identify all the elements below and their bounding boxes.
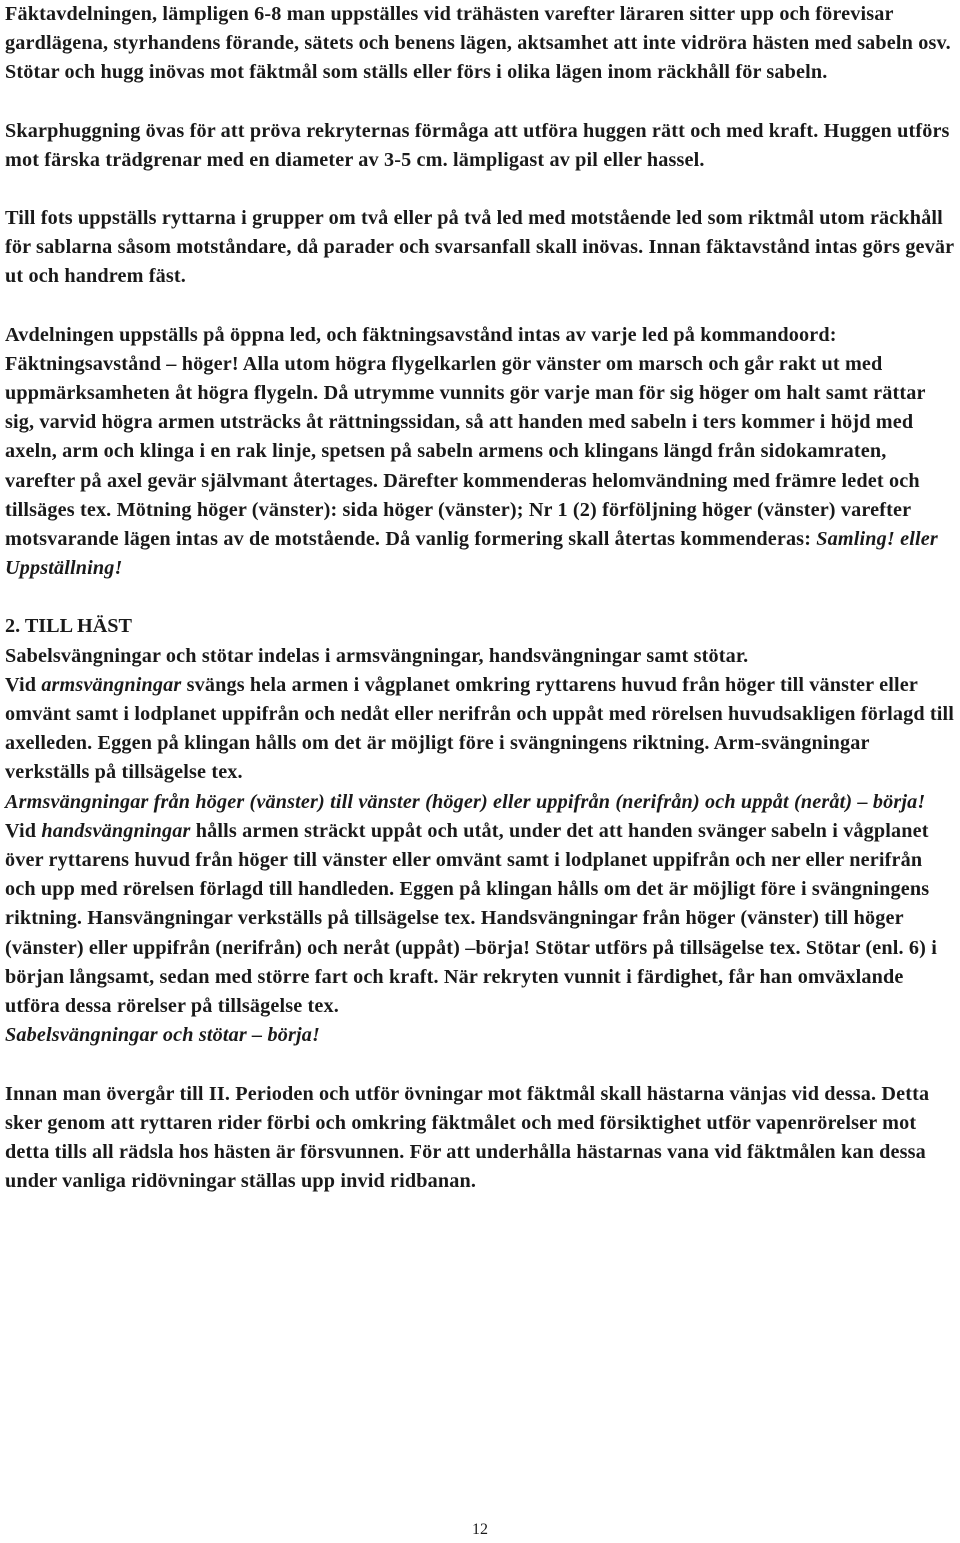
paragraph-fencing-distance	[5, 321, 957, 584]
paragraph-on-foot: Till fots uppställs ryttarna i grupper om två eller på två led med motstående led som riktmål utom räckhåll för sablarna såsom motståndare, då parader och svarsanfall skall inövas. Innan fäktavstånd intas görs gevär ut och handrem fäst.	[5, 207, 954, 288]
command-samling: Samling!	[816, 528, 895, 551]
paragraph-hand-swings	[5, 817, 957, 1051]
paragraph-hand-swings-text: hålls armen sträckt uppåt och utåt, under det att handen svänger sabeln i vågplanet över ryttarens huvud från höger till vänster eller omvänt samt i lodplanet uppifrån och ner eller nerifrån och upp med rörelsen förlagd till handleden. Eggen på klingan hålls om det är möjligt före i svängningens riktning. Hansvängningar verkställs på tillsägelse tex. Handsvängningar från höger (vänster) till höger (vänster) eller uppifrån (nerifrån) och neråt (uppåt) –börja! Stötar utförs på tillsägelse tex. Stötar (enl. 6) i början långsamt, sedan med större fart och kraft. När rekryten vunnit i färdighet, får han omväxlande utföra dessa rörelser på tillsägelse tex.	[5, 819, 938, 1018]
paragraph-arm-swings-intro: Sabelsvängningar och stötar indelas i armsvängningar, handsvängningar samt stötar.	[5, 644, 749, 667]
paragraph-horses-accustom: Innan man övergår till II. Perioden och utför övningar mot fäktmål skall hästarna vänjas vid dessa. Detta sker genom att ryttaren rider förbi och omkring fäktmålet och med försiktighet utför vapenrörelser mot detta tills all rädsla hos hästen är försvunnen. För att underhålla hästarnas vana vid fäktmålen kan dessa under vanliga ridövningar ställas upp invid ridbanan.	[5, 1082, 930, 1193]
command-arm-swings: Armsvängningar från höger (vänster) till vänster (höger) eller uppifrån (nerifrån) och uppåt (neråt) – börja!	[5, 790, 926, 813]
document-page	[5, 0, 957, 1196]
paragraph-arm-swings-text: svängs hela armen i vågplanet omkring ryttarens huvud från höger till vänster eller omvänt samt i lodplanet uppifrån och nedåt eller nerifrån och uppåt med rörelsen huvudsakligen förlagd till axelleden. Eggen på klingan hålls om det är möjligt före i svängningens riktning. Arm-svängningar verkställs på tillsägelse tex.	[5, 673, 955, 784]
command-uppstallning: Uppställning!	[5, 557, 123, 580]
word-eller: eller	[894, 528, 938, 551]
paragraph-arm-swings	[5, 642, 957, 817]
paragraph-fencing-section: Fäktavdelningen, lämpligen 6-8 man uppställes vid trähästen varefter läraren sitter upp och förevisar gardlägena, styrhandens förande, sätets och benens lägen, aktsamhet att inte vidröra hästen med sabeln osv. Stötar och hugg inövas mot fäktmål som ställs eller förs i olika lägen inom räckhåll för sabeln.	[5, 3, 951, 84]
word-vid: Vid	[5, 673, 42, 696]
paragraph-sharp-cutting: Skarphuggning övas för att pröva rekryternas förmåga att utföra huggen rätt och med kraft. Huggen utförs mot färska trädgrenar med en diameter av 3-5 cm. lämpligast av pil eller hassel.	[5, 119, 950, 171]
term-armsvangningar: armsvängningar	[41, 673, 182, 696]
section-heading: 2. TILL HÄST	[5, 615, 132, 638]
word-vid-2: Vid	[5, 819, 42, 842]
term-handsvangningar: handsvängningar	[41, 819, 191, 842]
section-till-hast	[5, 612, 957, 816]
page-number: 12	[472, 1521, 488, 1538]
paragraph-fencing-distance-text: Avdelningen uppställs på öppna led, och fäktningsavstånd intas av varje led på kommandoord: Fäktningsavstånd – höger! Alla utom högra flygelkarlen gör vänster om marsch och går rakt ut med uppmärksamheten åt högra flygeln. Då utrymme vunnits gör varje man för sig höger om halt samt rättar sig, varvid högra armen utsträcks åt rättningssidan, så att handen med sabeln i ters kommer i höjd med axeln, arm och klinga i en rak linje, spetsen på sabeln armens och klingans längd från sidokamraten, varefter på axel gevär självmant återtages. Därefter kommenderas helomvändning med främre ledet och tillsäges tex. Mötning höger (vänster): sida höger (vänster); Nr 1 (2) förföljning höger (vänster) varefter motsvarande lägen intas av de motstående. Då vanlig formering skall återtas kommenderas:	[5, 323, 926, 551]
command-saber-swings: Sabelsvängningar och stötar – börja!	[5, 1024, 321, 1047]
